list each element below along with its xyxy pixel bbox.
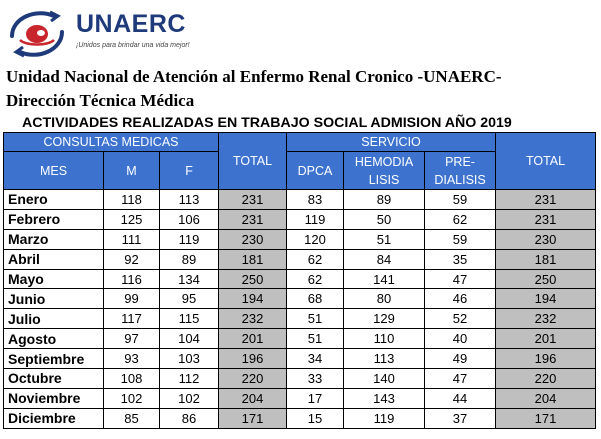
f-cell: 104 xyxy=(160,329,219,349)
table-row xyxy=(4,369,596,389)
f-cell: 95 xyxy=(160,289,219,309)
hemodialisis-header-line1: HEMODIA xyxy=(354,154,414,169)
dpca-cell: 51 xyxy=(287,329,344,349)
f-header: F xyxy=(160,152,219,190)
dpca-cell: 33 xyxy=(287,369,344,389)
table-row xyxy=(4,408,596,428)
total-cell: 250 xyxy=(219,269,287,289)
m-header: M xyxy=(104,152,160,190)
total-cell: 232 xyxy=(219,309,287,329)
total-cell: 201 xyxy=(219,329,287,349)
m-cell: 116 xyxy=(104,269,160,289)
hemodialisis-cell: 119 xyxy=(344,408,425,428)
total-servicio-cell: 204 xyxy=(496,388,596,408)
total-servicio-cell: 181 xyxy=(496,249,596,269)
total-cell: 194 xyxy=(219,289,287,309)
dpca-cell: 17 xyxy=(287,388,344,408)
m-cell: 93 xyxy=(104,349,160,369)
m-cell: 92 xyxy=(104,249,160,269)
m-cell: 118 xyxy=(104,190,160,210)
hemodialisis-cell: 84 xyxy=(344,249,425,269)
predialisis-cell: 35 xyxy=(425,249,496,269)
f-cell: 102 xyxy=(160,388,219,408)
month-cell: Diciembre xyxy=(4,408,104,428)
month-cell: Abril xyxy=(4,249,104,269)
dpca-cell: 34 xyxy=(287,349,344,369)
predialisis-header-line1: PRE- xyxy=(445,154,475,169)
department-title: Dirección Técnica Médica xyxy=(6,91,195,110)
hemodialisis-cell: 140 xyxy=(344,369,425,389)
total-servicio-cell: 196 xyxy=(496,349,596,369)
month-cell: Septiembre xyxy=(4,349,104,369)
total-header: TOTAL xyxy=(219,133,287,190)
predialisis-cell: 37 xyxy=(425,408,496,428)
hemodialisis-header xyxy=(344,152,425,190)
total-cell: 204 xyxy=(219,388,287,408)
total-servicio-cell: 231 xyxy=(496,209,596,229)
servicio-header: SERVICIO xyxy=(287,133,496,152)
institution-title: Unidad Nacional de Atención al Enfermo Renal Cronico -UNAERC- xyxy=(6,67,502,86)
table-row xyxy=(4,388,596,408)
total-cell: 171 xyxy=(219,408,287,428)
predialisis-header xyxy=(425,152,496,190)
hemodialisis-cell: 89 xyxy=(344,190,425,210)
f-cell: 106 xyxy=(160,209,219,229)
logo-tagline: ¡Unidos para brindar una vida mejor! xyxy=(76,42,190,49)
dpca-cell: 62 xyxy=(287,249,344,269)
total-servicio-cell: 201 xyxy=(496,329,596,349)
total-servicio-cell: 231 xyxy=(496,190,596,210)
predialisis-cell: 59 xyxy=(425,229,496,249)
consultas-medicas-header: CONSULTAS MEDICAS xyxy=(4,133,219,152)
month-cell: Febrero xyxy=(4,209,104,229)
table-row xyxy=(4,209,596,229)
table-group-header-row xyxy=(4,133,596,152)
dpca-cell: 83 xyxy=(287,190,344,210)
dpca-cell: 51 xyxy=(287,309,344,329)
hemodialisis-cell: 80 xyxy=(344,289,425,309)
table-row xyxy=(4,309,596,329)
total-servicio-cell: 250 xyxy=(496,269,596,289)
f-cell: 134 xyxy=(160,269,219,289)
total-servicio-cell: 171 xyxy=(496,408,596,428)
f-cell: 113 xyxy=(160,190,219,210)
month-cell: Agosto xyxy=(4,329,104,349)
predialisis-cell: 46 xyxy=(425,289,496,309)
hemodialisis-cell: 110 xyxy=(344,329,425,349)
f-cell: 89 xyxy=(160,249,219,269)
dpca-header: DPCA xyxy=(287,152,344,190)
mes-header: MES xyxy=(4,152,104,190)
table-row xyxy=(4,349,596,369)
dpca-cell: 119 xyxy=(287,209,344,229)
total-cell: 220 xyxy=(219,369,287,389)
predialisis-cell: 47 xyxy=(425,369,496,389)
m-cell: 111 xyxy=(104,229,160,249)
total-cell: 181 xyxy=(219,249,287,269)
m-cell: 108 xyxy=(104,369,160,389)
predialisis-header-line2: DIALISIS xyxy=(434,172,486,187)
dpca-cell: 68 xyxy=(287,289,344,309)
unaerc-logo xyxy=(4,4,204,64)
month-cell: Julio xyxy=(4,309,104,329)
month-cell: Enero xyxy=(4,190,104,210)
m-cell: 125 xyxy=(104,209,160,229)
table-row xyxy=(4,190,596,210)
f-cell: 119 xyxy=(160,229,219,249)
dpca-cell: 120 xyxy=(287,229,344,249)
total-servicio-cell: 232 xyxy=(496,309,596,329)
month-cell: Mayo xyxy=(4,269,104,289)
predialisis-cell: 59 xyxy=(425,190,496,210)
total-cell: 230 xyxy=(219,229,287,249)
kidney-hands-logo-icon xyxy=(6,6,68,60)
report-title: ACTIVIDADES REALIZADAS EN TRABAJO SOCIAL ADMISION AÑO 2019 xyxy=(22,115,512,131)
hemodialisis-cell: 143 xyxy=(344,388,425,408)
m-cell: 117 xyxy=(104,309,160,329)
predialisis-cell: 52 xyxy=(425,309,496,329)
total-cell: 231 xyxy=(219,190,287,210)
dpca-cell: 62 xyxy=(287,269,344,289)
hemodialisis-header-line2: LISIS xyxy=(368,172,400,187)
m-cell: 102 xyxy=(104,388,160,408)
f-cell: 86 xyxy=(160,408,219,428)
hemodialisis-cell: 50 xyxy=(344,209,425,229)
hemodialisis-cell: 113 xyxy=(344,349,425,369)
total-servicio-cell: 194 xyxy=(496,289,596,309)
logo-name: UNAERC xyxy=(76,10,186,38)
month-cell: Junio xyxy=(4,289,104,309)
hemodialisis-cell: 129 xyxy=(344,309,425,329)
total-servicio-cell: 230 xyxy=(496,229,596,249)
f-cell: 112 xyxy=(160,369,219,389)
total-cell: 196 xyxy=(219,349,287,369)
month-cell: Octubre xyxy=(4,369,104,389)
table-row xyxy=(4,329,596,349)
total-servicio-cell: 220 xyxy=(496,369,596,389)
dpca-cell: 15 xyxy=(287,408,344,428)
hemodialisis-cell: 51 xyxy=(344,229,425,249)
predialisis-cell: 40 xyxy=(425,329,496,349)
predialisis-cell: 47 xyxy=(425,269,496,289)
total-cell: 231 xyxy=(219,209,287,229)
hemodialisis-cell: 141 xyxy=(344,269,425,289)
predialisis-cell: 62 xyxy=(425,209,496,229)
table-row xyxy=(4,249,596,269)
table-row xyxy=(4,229,596,249)
m-cell: 97 xyxy=(104,329,160,349)
f-cell: 103 xyxy=(160,349,219,369)
activities-table xyxy=(3,132,596,429)
month-cell: Noviembre xyxy=(4,388,104,408)
month-cell: Marzo xyxy=(4,229,104,249)
table-row xyxy=(4,269,596,289)
total-servicio-header: TOTAL xyxy=(496,133,596,190)
table-row xyxy=(4,289,596,309)
m-cell: 99 xyxy=(104,289,160,309)
f-cell: 115 xyxy=(160,309,219,329)
predialisis-cell: 49 xyxy=(425,349,496,369)
table-body xyxy=(4,190,596,429)
m-cell: 85 xyxy=(104,408,160,428)
predialisis-cell: 44 xyxy=(425,388,496,408)
